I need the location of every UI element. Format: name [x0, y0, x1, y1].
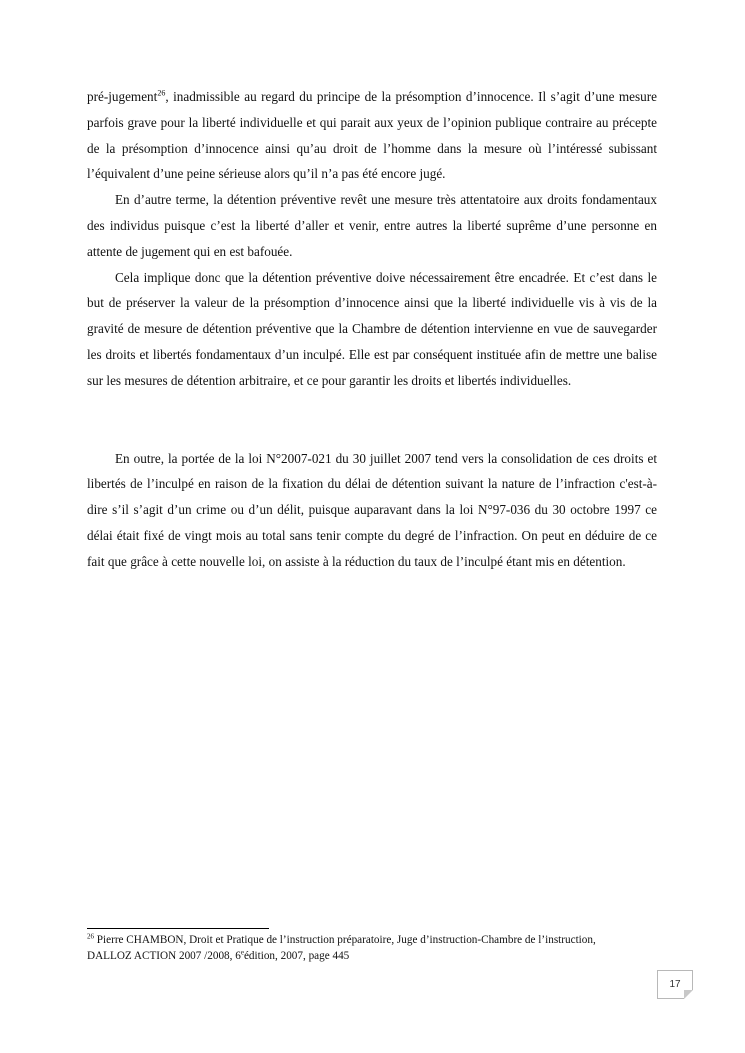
paragraph-3: Cela implique donc que la détention préventive doive nécessairement être encadrée. Et c’est dans le but de préserver la valeur de la présomption d’innocence ainsi que la liberté individuelle vis à vis de la gravité de mesure de détention préventive que la Chambre de détention intervienne en vue de sauvegarder les droits et libertés fondamentaux d’un inculpé. Elle est par conséquent instituée afin de mettre une balise sur les mesures de détention arbitraire, et ce pour garantir les droits et libertés individuelles. [87, 269, 657, 388]
footnote-edition-superscript: e [240, 948, 244, 957]
paragraph-1 [87, 84, 657, 187]
footnote-number: 26 [87, 932, 94, 941]
page-number-box [657, 970, 693, 999]
paragraph-4: En outre, la portée de la loi N°2007-021 du 30 juillet 2007 tend vers la consolidation de ces droits et libertés de l’inculpé en raison de la fixation du délai de détention suivant la nature de l’infraction c'est-à-dire s’il s’agit d’un crime ou d’un délit, puisque auparavant dans la loi N°97-036 du 30 octobre 1997 ce délai était fixé de vingt mois au total sans tenir compte du degré de l’infraction. On peut en déduire de ce fait que grâce à cette nouvelle loi, on assiste à la réduction du taux de l’inculpé étant mis en détention. [87, 450, 657, 569]
footnote-text: Pierre CHAMBON, Droit et Pratique de l’instruction préparatoire, Juge d’instruction-Chambre de l’instruction, DALLOZ ACTION 2007 /2008, 6 [87, 934, 596, 963]
paragraph-2: En d’autre terme, la détention préventive revêt une mesure très attentatoire aux droits fondamentaux des individus puisque c’est la liberté d’aller et venir, entre autres la liberté suprême d’une personne en attente de jugement qui en est bafouée. [87, 192, 657, 259]
footnote-separator [87, 928, 269, 929]
paragraph-1-rest: , inadmissible au regard du principe de la présomption d’innocence. Il s’agit d’une mesure parfois grave pour la liberté individuelle et qui parait aux yeux de l’opinion publique contraire au précepte de la présomption d’innocence ainsi qu’au droit de l’homme dans la mesure où l’intéressé subissant l’équivalent d’une peine sérieuse alors qu’il n’a pas été encore jugé. [87, 89, 657, 182]
footnote-reference[interactable]: 26 [157, 88, 166, 98]
footnote [87, 932, 617, 965]
paragraph-1-start: pré-jugement [87, 89, 158, 104]
page-number: 17 [669, 979, 681, 990]
footnote-text-end: édition, 2007, page 445 [243, 950, 350, 963]
document-body [87, 84, 657, 575]
page-curl-icon [684, 990, 693, 999]
paragraph-spacer [87, 394, 657, 446]
